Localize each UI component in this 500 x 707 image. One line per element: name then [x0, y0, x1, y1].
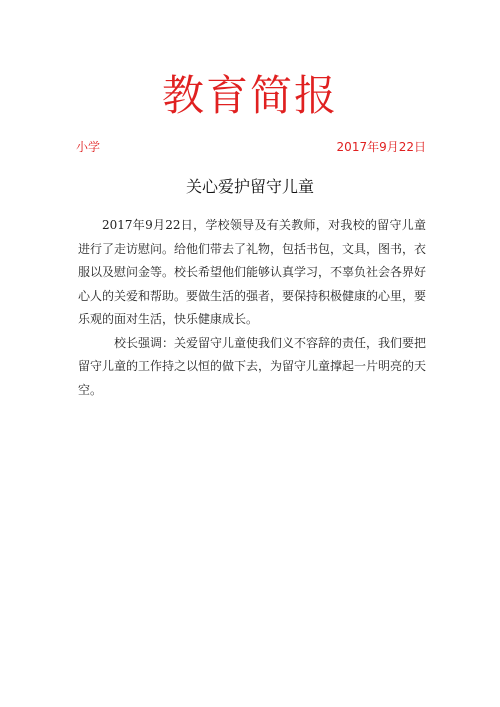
article-body: [78, 214, 426, 402]
issue-date: 2017年9月22日: [336, 140, 426, 154]
newsletter-masthead: 教育简报: [161, 71, 338, 120]
meta-row: [76, 138, 426, 156]
article-paragraph-2: 校长强调：关爱留守儿童使我们义不容辞的责任，我们要把留守儿童的工作持之以恒的做下去，为留守儿童撑起一片明亮的天空。: [78, 335, 427, 397]
article-paragraph-1: 2017年9月22日，学校领导及有关教师，对我校的留守儿童进行了走访慰问。给他们带去了礼物，包括书包，文具，图书，衣服以及慰问金等。校长希望他们能够认真学习，不辜负社会各界好心人的关爱和帮助。要做生活的强者，要保持积极健康的心里，要乐观的面对生活，快乐健康成长。: [78, 218, 427, 326]
article-title: 关心爱护留守儿童: [185, 177, 314, 196]
school-label: 小学: [76, 140, 101, 154]
